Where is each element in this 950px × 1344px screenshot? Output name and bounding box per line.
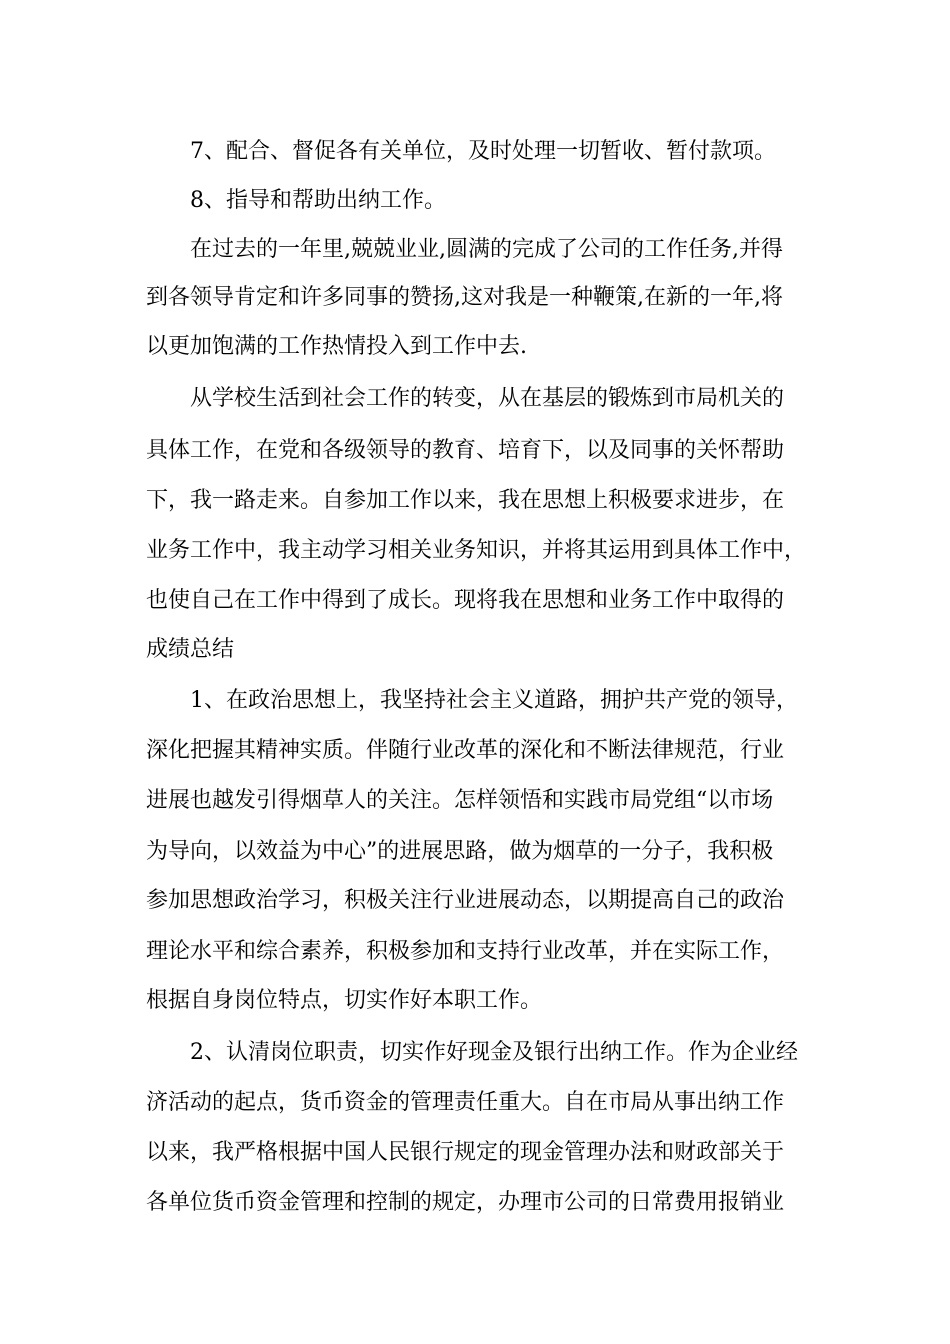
text-line: 济活动的起点，货币资金的管理责任重大。自在市局从事出纳工作 <box>146 1090 785 1115</box>
text-line: 1、在政治思想上，我坚持社会主义道路，拥护共产党的领导， <box>190 688 798 713</box>
text-line: 为导向，以效益为中心”的进展思路，做为烟草的一分子，我积极 <box>146 839 774 864</box>
text-line: 具体工作，在党和各级领导的教育、培育下，以及同事的关怀帮助 <box>146 438 785 463</box>
text-line: 成绩总结 <box>146 637 235 662</box>
text-line: 根据自身岗位特点，切实作好本职工作。 <box>146 988 543 1013</box>
text-line: 在过去的一年里,兢兢业业,圆满的完成了公司的工作任务,并得 <box>190 237 783 262</box>
text-line: 也使自己在工作中得到了成长。现将我在思想和业务工作中取得的 <box>146 588 785 613</box>
text-line: 深化把握其精神实质。伴随行业改革的深化和不断法律规范，行业 <box>146 738 785 763</box>
text-line: 业务工作中，我主动学习相关业务知识，并将其运用到具体工作中， <box>146 538 807 563</box>
text-line: 2、认清岗位职责，切实作好现金及银行出纳工作。作为企业经 <box>190 1040 798 1065</box>
text-line: 下，我一路走来。自参加工作以来，我在思想上积极要求进步，在 <box>146 488 785 513</box>
text-line: 以更加饱满的工作热情投入到工作中去. <box>146 334 527 359</box>
text-line: 7、配合、督促各有关单位，及时处理一切暂收、暂付款项。 <box>190 139 776 164</box>
text-line: 到各领导肯定和许多同事的赞扬,这对我是一种鞭策,在新的一年,将 <box>146 285 783 310</box>
text-line: 以来，我严格根据中国人民银行规定的现金管理办法和财政部关于 <box>146 1140 785 1165</box>
text-line: 8、指导和帮助出纳工作。 <box>190 188 446 213</box>
text-line: 各单位货币资金管理和控制的规定，办理市公司的日常费用报销业 <box>146 1190 785 1215</box>
text-line: 进展也越发引得烟草人的关注。怎样领悟和实践市局党组“以市场 <box>146 788 774 813</box>
text-line: 理论水平和综合素养，积极参加和支持行业改革，并在实际工作， <box>146 939 785 964</box>
text-line: 从学校生活到社会工作的转变，从在基层的锻炼到市局机关的 <box>190 386 785 411</box>
text-line: 参加思想政治学习，积极关注行业进展动态，以期提高自己的政治 <box>146 888 785 913</box>
